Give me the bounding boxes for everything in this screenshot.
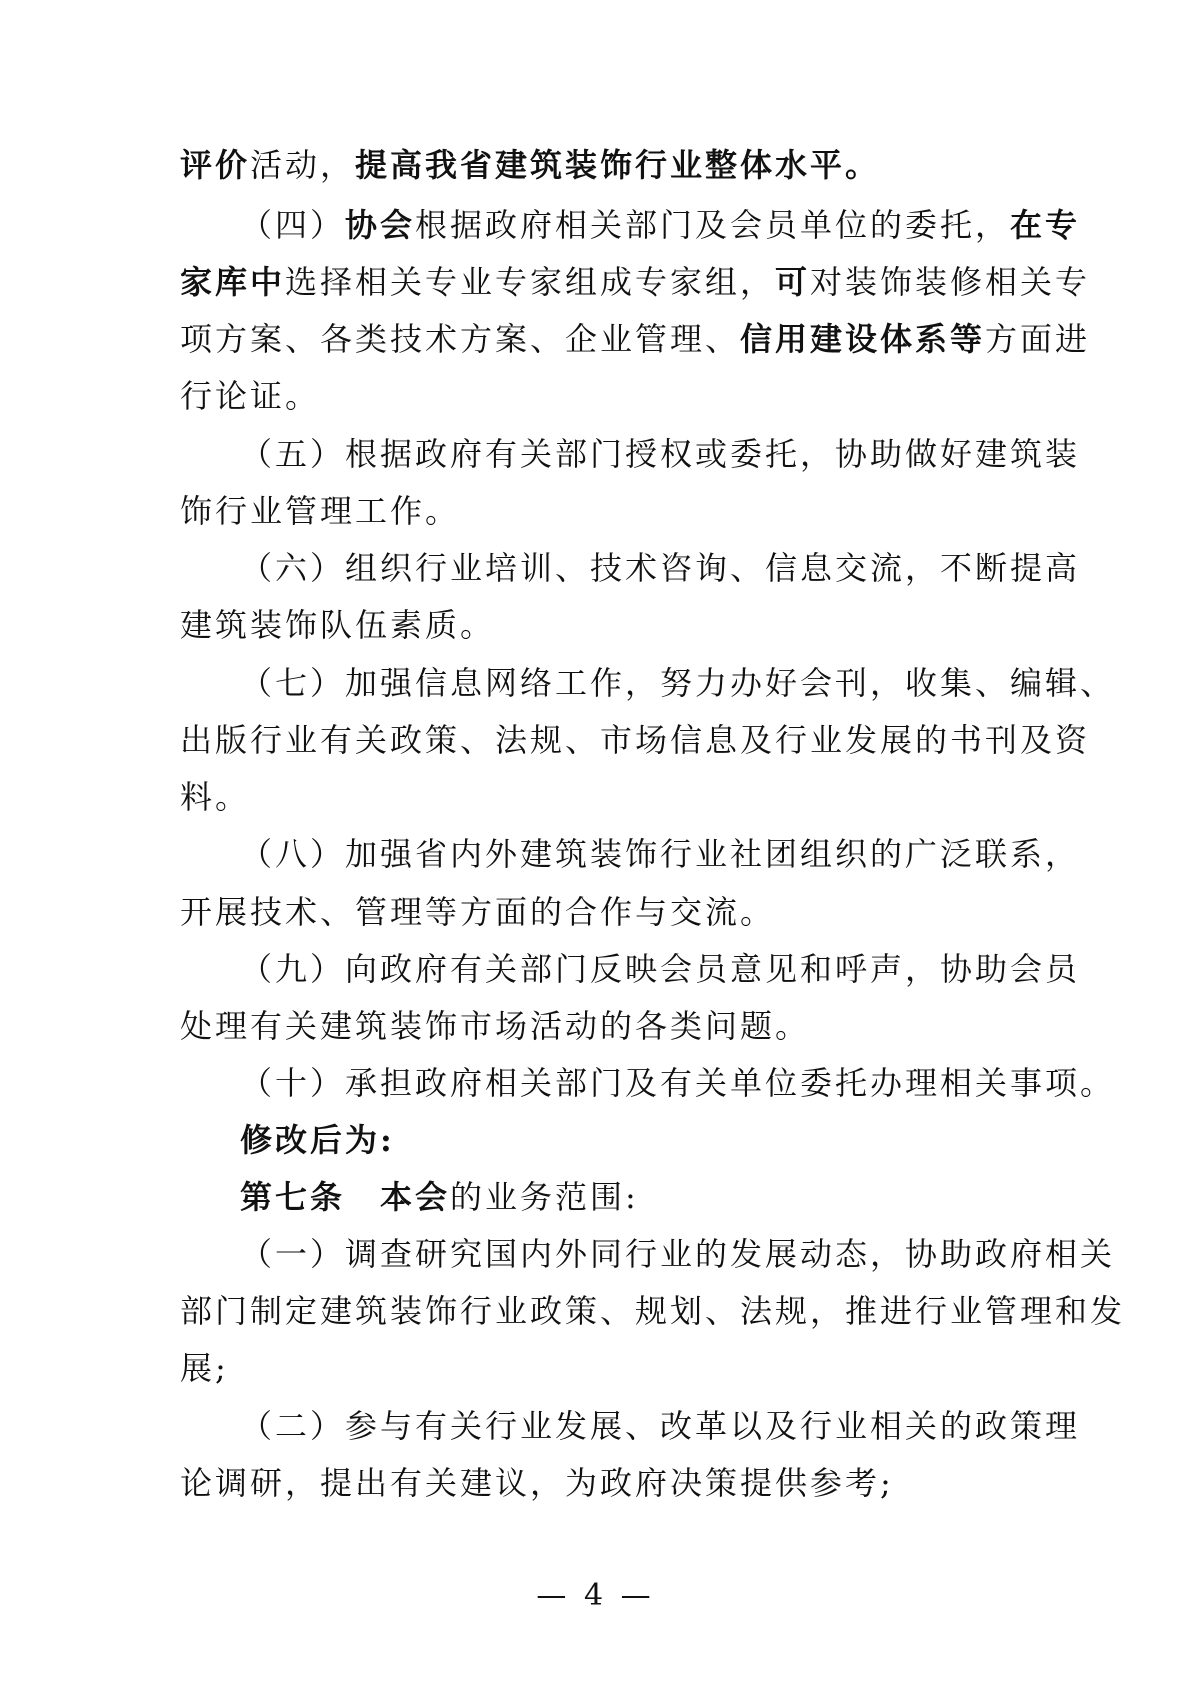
text-run: 料。	[180, 778, 251, 816]
text-line-21	[180, 1291, 1126, 1331]
text-run: 项方案、各类技术方案、企业管理、	[180, 320, 741, 358]
text-line-1	[180, 145, 1020, 185]
text-line-2	[240, 205, 1080, 245]
text-line-20	[240, 1234, 1116, 1274]
text-run: （五）根据政府有关部门授权或委托，协助做好建筑装	[240, 435, 1081, 473]
text-line-15	[240, 949, 1080, 989]
bold-text-run: 信用建设体系等	[740, 320, 986, 358]
text-line-13	[240, 834, 1080, 874]
bold-text-run: 在专	[1010, 206, 1081, 244]
text-line-22	[180, 1348, 1020, 1388]
text-run: （六）组织行业培训、技术咨询、信息交流，不断提高	[240, 549, 1081, 587]
text-line-9	[180, 605, 1020, 645]
bold-text-run: 提高我省建筑装饰行业整体水平。	[355, 146, 881, 184]
text-line-17	[240, 1063, 1116, 1103]
text-run: 的业务范围:	[450, 1178, 639, 1216]
text-run: （一）调查研究国内外同行业的发展动态，协助政府相关	[240, 1235, 1116, 1273]
text-line-23	[240, 1406, 1080, 1446]
text-line-4	[180, 319, 1091, 359]
text-run: 开展技术、管理等方面的合作与交流。	[180, 893, 776, 931]
text-run: （八）加强省内外建筑装饰行业社团组织的广泛联系，	[240, 835, 1081, 873]
text-run: 活动，	[250, 146, 356, 184]
text-run: 饰行业管理工作。	[180, 492, 461, 530]
bold-text-run: 可	[775, 263, 811, 301]
bold-text-run: 家库中	[180, 263, 286, 301]
text-run: （十）承担政府相关部门及有关单位委托办理相关事项。	[240, 1064, 1116, 1102]
text-run: 展;	[180, 1349, 229, 1387]
text-run: 对装饰装修相关专	[810, 263, 1091, 301]
text-run: （二）参与有关行业发展、改革以及行业相关的政策理	[240, 1407, 1081, 1445]
text-line-24	[180, 1463, 1020, 1503]
article-seven-title	[240, 1177, 1080, 1217]
text-line-8	[240, 548, 1080, 588]
page-number: — 4 —	[536, 1578, 655, 1613]
text-line-6	[240, 434, 1080, 474]
bold-text-run: 第七条 本会	[240, 1178, 451, 1216]
heading-revised	[240, 1120, 1080, 1160]
text-line-5	[180, 376, 1020, 416]
text-run: 建筑装饰队伍素质。	[180, 606, 496, 644]
text-line-12	[180, 777, 1020, 817]
text-run: 根据政府相关部门及会员单位的委托，	[415, 206, 1011, 244]
text-run: 方面进	[985, 320, 1091, 358]
text-run: 处理有关建筑装饰市场活动的各类问题。	[180, 1007, 811, 1045]
text-run: 论调研，提出有关建议，为政府决策提供参考;	[180, 1464, 894, 1502]
text-run: （四）	[240, 206, 346, 244]
text-run: （九）向政府有关部门反映会员意见和呼声，协助会员	[240, 950, 1081, 988]
text-run: 出版行业有关政策、法规、市场信息及行业发展的书刊及资	[180, 721, 1091, 759]
text-run: 行论证。	[180, 377, 321, 415]
text-line-10	[240, 663, 1116, 703]
bold-text-run: 评价	[180, 146, 251, 184]
text-line-14	[180, 892, 1020, 932]
bold-text-run: 修改后为:	[240, 1121, 395, 1159]
text-line-7	[180, 491, 1020, 531]
bold-text-run: 协会	[345, 206, 416, 244]
text-run: 选择相关专业专家组成专家组，	[285, 263, 776, 301]
text-line-16	[180, 1006, 1020, 1046]
text-run: （七）加强信息网络工作，努力办好会刊，收集、编辑、	[240, 664, 1116, 702]
text-line-11	[180, 720, 1091, 760]
text-run: 部门制定建筑装饰行业政策、规划、法规，推进行业管理和发	[180, 1292, 1126, 1330]
text-line-3	[180, 262, 1091, 302]
